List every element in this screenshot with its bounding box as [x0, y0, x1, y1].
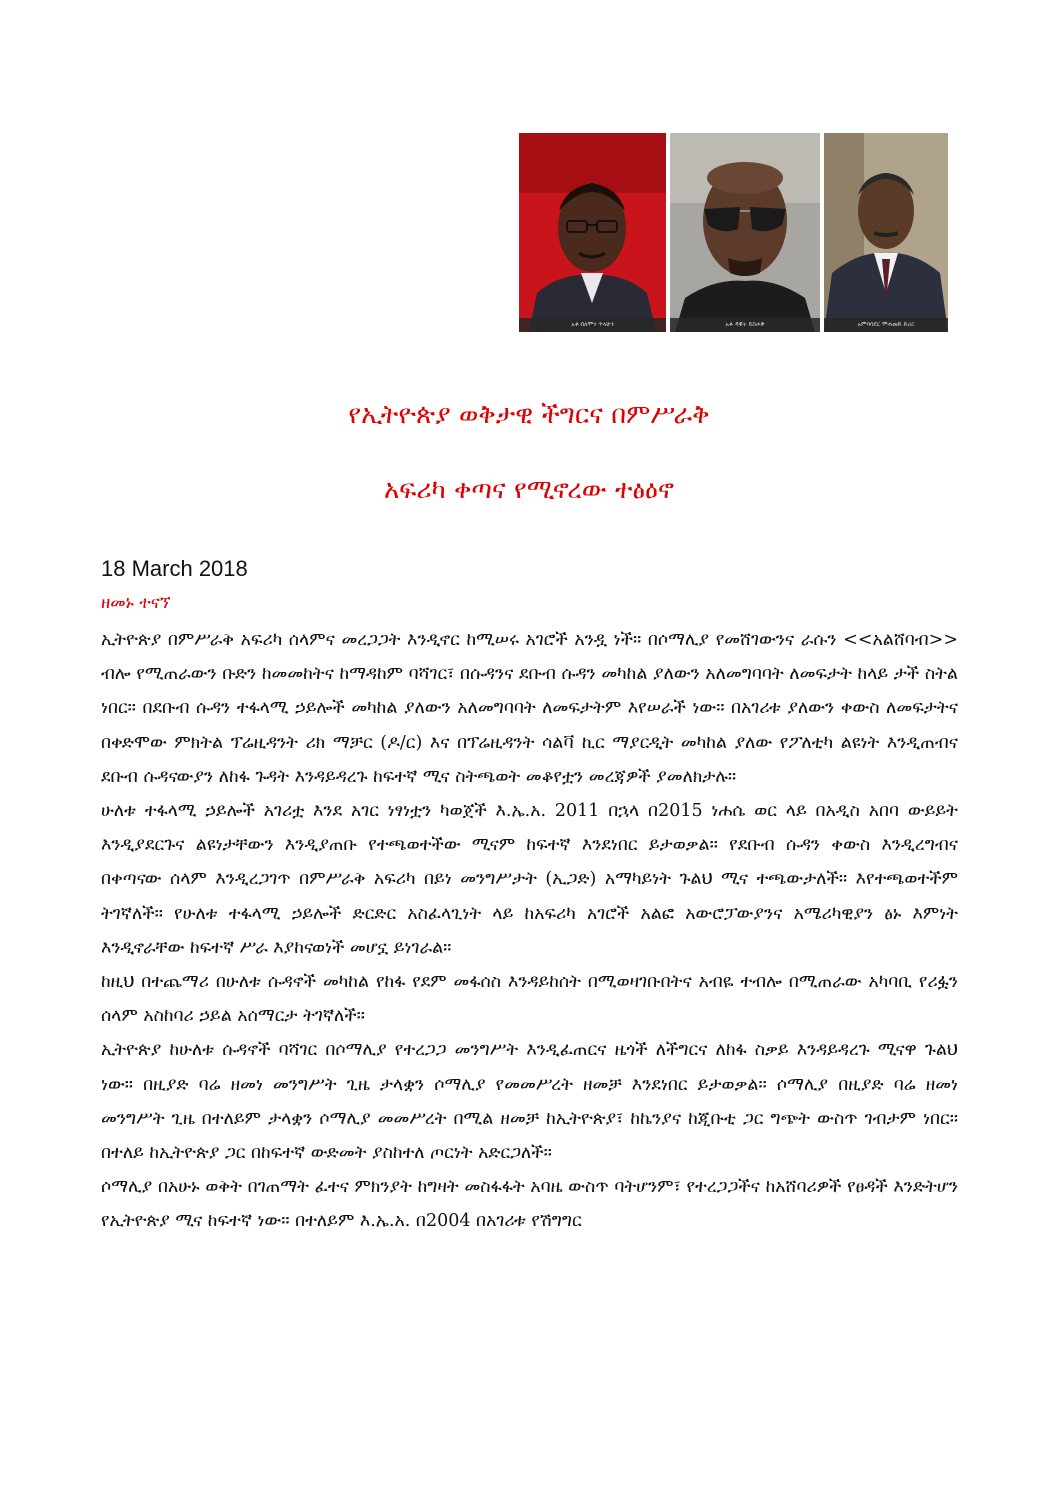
- photo-strip: [519, 133, 948, 332]
- photo-caption: አቶ ዳዊት ይስሐቅ: [670, 318, 820, 332]
- paragraph: ከዚህ በተጨማሪ በሁለቱ ሱዳኖች መካከል የከፋ የደም መፋሰስ እንዳይከሰት በሚወዛገቡበትና አብዬ ተብሎ በሚጠራው አካባቢ የሪፏን ሰላም አስከባሪ ኃይል አሰማርታ ትገኛለች፡፡: [101, 972, 958, 1027]
- photo-man-glasses-red-background: [519, 133, 666, 332]
- paragraph: ኢትዮጵያ ከሁለቱ ሱዳኖች ባሻገር በሶማሊያ የተረጋጋ መንግሥት እንዲፈጠርና ዜጎች ለችግርና ለከፋ ስቃይ እንዳይዳረጉ ሚናዋ ጉልህ ነው፡፡ በዚያድ ባሬ ዘመነ መንግሥት ጊዜ ታላቋን ሶማሊያ የመመሥረት ዘመቻ እንደነበር ይታወቃል፡፡ ሶማሊያ በዚያድ ባሬ ዘመነ መንግሥት ጊዜ በተለይም ታላቋን ሶማሊያ መመሥረት በሚል ዘመቻ ከኢትዮጵያ፣ ከኬንያና ከጂቡቲ ጋር ግጭት ውስጥ ገብታም ነበር፡፡ በተለይ ከኢትዮጵያ ጋር በከፍተኛ ውድመት ያስከተለ ጦርነት አድርጋለች፡፡: [101, 1040, 958, 1164]
- paragraph: ኢትዮጵያ በምሥራቅ አፍሪካ ሰላምና መረጋጋት እንዲኖር ከሚሠሩ አገሮች አንዷ ነች፡፡ በሶማሊያ የመሸገውንና ራሱን <<አልሸባብ>> ብሎ የሚጠራውን ቡድን ከመመከትና ከማዳከም ባሻገር፣ በሱዳንና ደቡብ ሱዳን መካከል ያለውን አለመግባባት ለመፍታት ከላይ ታች ስትል ነበር፡፡ በደቡብ ሱዳን ተፋላሚ ኃይሎች መካከል ያለውን አለመግባባት ለመፍታትም እየሠራች ነው፡፡ በአገሪቱ ያለውን ቀውስ ለመፍታትና በቀድሞው ምክትል ፕሬዚዳንት ሪክ ማቻር (ዶ/ር) እና በፕሬዚዳንት ሳልቫ ኪር ማያርዲት መካከል ያለው የፖለቲካ ልዩነት እንዲጠብና ደቡብ ሱዳናውያን ለከፋ ጉዳት እንዳይዳረጉ ከፍተኛ ሚና ስትጫወት መቆየቷን መረጃዎች ያመለክታሉ፡፡: [101, 630, 958, 787]
- photo-caption: አቶ ሰለሞን ጥላሁን: [519, 318, 666, 332]
- article-date: 18 March 2018: [101, 556, 248, 581]
- paragraph: ሶማሊያ በአሁኑ ወቅት በገጠማት ፈተና ምክንያት ከግዛት መስፋፋት አባዜ ውስጥ ባትሆንም፣ የተረጋጋችና ከአሸባሪዎች የፀዳች እንድትሆን የኢትዮጵያ ሚና ከፍተኛ ነው፡፡ በተለይም እ.ኤ.አ. በ2004 በአገሪቱ የሽግግር: [101, 1177, 958, 1232]
- photo-caption: አምባሳደር ሞሐመድ ድሪር: [824, 318, 948, 332]
- photo-man-suit-tie: [824, 133, 948, 332]
- article-title-line-2: አፍሪካ ቀጣና የሚኖረው ተፅዕኖ: [383, 475, 675, 505]
- article-body: [101, 623, 958, 1239]
- paragraph: ሁለቱ ተፋላሚ ኃይሎች አገሪቷ እንደ አገር ነፃነቷን ካወጀች እ.ኤ.አ. 2011 በኋላ በ2015 ነሐሴ ወር ላይ በአዲስ አበባ ውይይት እንዲያደርጉና ልዩነታቸውን እንዲያጠቡ የተጫወተችው ሚናም ከፍተኛ እንደነበር ይታወቃል፡፡ የደቡብ ሱዳን ቀውስ እንዲረግብና በቀጣናው ሰላም እንዲረጋገጥ በምሥራቅ አፍሪካ በይነ መንግሥታት (ኢጋድ) አማካይነት ጉልህ ሚና ተጫውታለች፡፡ እየተጫወተችም ትገኛለች፡፡ የሁለቱ ተፋላሚ ኃይሎች ድርድር አስፈላጊነት ላይ ከአፍሪካ አገሮች አልፎ አውሮፓውያንና አሜሪካዊያን ፅኑ እምነት እንዲኖራቸው ከፍተኛ ሥራ እያከናወነች መሆኗ ይነገራል፡፡: [101, 801, 958, 958]
- article-author: ዘመኑ ተናኘ: [101, 593, 171, 613]
- photo-man-sunglasses: [670, 133, 820, 332]
- article-title-line-1: የኢትዮጵያ ወቅታዊ ችግርና በምሥራቅ: [348, 400, 710, 430]
